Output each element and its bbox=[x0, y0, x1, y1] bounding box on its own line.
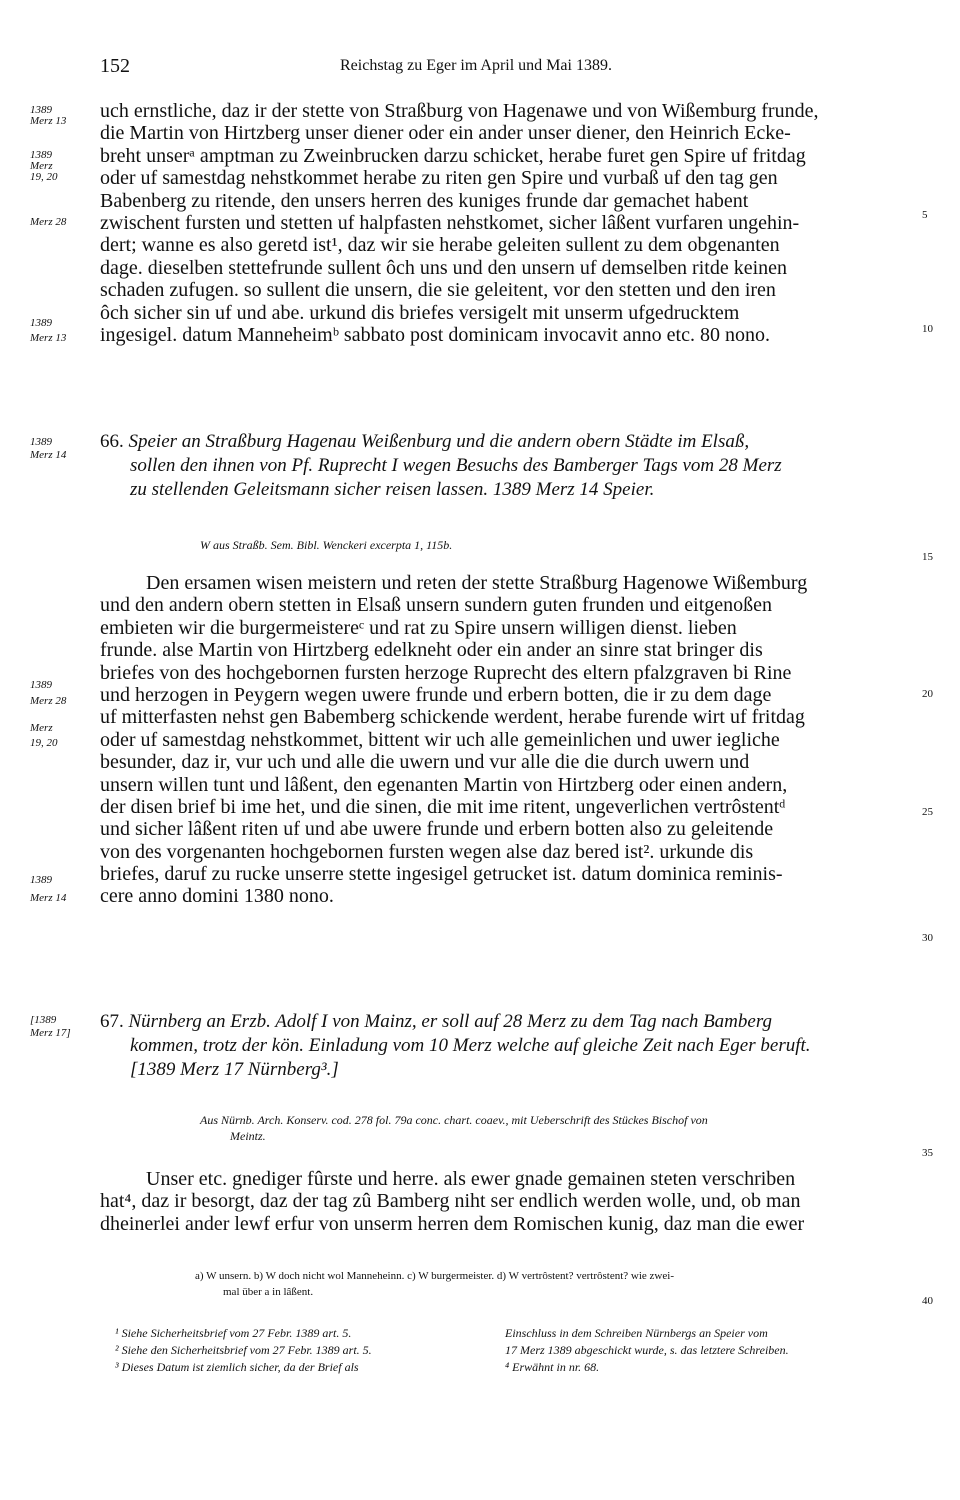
line-number: 30 bbox=[922, 931, 933, 944]
text-line: ingesigel. datum Manneheimᵇ sabbato post dominicam invocavit anno etc. 80 nono. bbox=[100, 323, 770, 346]
document-67-margin-date: [1389 Merz 17] bbox=[30, 1014, 71, 1039]
text-line: briefes, daruf zu rucke unserre stette ingesigel getrucket ist. datum dominica reminis- bbox=[100, 863, 783, 886]
document-67-heading-line: Nürnberg an Erzb. Adolf I von Mainz, er soll auf 28 Merz zu dem Tag nach Bamberg bbox=[128, 1011, 773, 1032]
text-line: frunde. alse Martin von Hirtzberg edelkneht oder ein ander an sinre stat bringer dis bbox=[100, 639, 763, 662]
line-number: 15 bbox=[922, 551, 933, 564]
footnotes-left bbox=[115, 1325, 485, 1376]
line-number: 25 bbox=[922, 806, 933, 819]
text-line: schaden zufugen. so sullent die unsern, die sie geleitent, vor den stetten und den iren bbox=[100, 279, 776, 302]
text-line: Babenberg zu ritende, den unsers herren des kuniges frunde dar gemachet habent bbox=[100, 189, 749, 212]
text-line: dage. dieselben stettefrunde sullent ôch uns und den unsern uf demselben ritde keinen bbox=[100, 256, 788, 279]
document-66-heading bbox=[100, 430, 915, 502]
footnote: ¹ Siehe Sicherheitsbrief vom 27 Febr. 1389 art. 5. bbox=[115, 1326, 352, 1340]
document-66-heading-line: Speier an Straßburg Hagenau Weißenburg und die andern obern Städte im Elsaß, bbox=[128, 431, 750, 452]
document-66-margin-date: 1389 Merz 14 bbox=[30, 436, 67, 461]
text-line: oder uf samestdag nehstkommet, bittent wir uch alle gemeinlichen und uwer iegliche bbox=[100, 728, 780, 751]
text-line: dheinerlei ander lewf erfur von unserm herren dem Romischen kunig, daz man die ewer bbox=[100, 1212, 805, 1235]
margin-date: 1389 bbox=[30, 148, 52, 161]
line-number: 40 bbox=[922, 1294, 933, 1307]
text-line: dert; wanne es also geretd ist¹, daz wir sie herabe geleiten sullent zu dem obgenanten bbox=[100, 234, 780, 257]
text-line: cere anno domini 1380 nono. bbox=[100, 885, 334, 908]
footnote: ³ Dieses Datum ist ziemlich sicher, da der Brief als bbox=[115, 1360, 359, 1374]
text-line: von des vorgenanten hochgebornen fursten wegen alse daz bered ist². urkunde dis bbox=[100, 840, 754, 863]
margin-date: Merz 28 bbox=[30, 216, 67, 228]
margin-date: 1389 bbox=[30, 679, 52, 692]
margin-date: Merz bbox=[30, 160, 53, 172]
line-number: 20 bbox=[922, 687, 933, 700]
text-line: und den andern obern stetten in Elsaß unsern sundern guten frunden und eitgenoßen bbox=[100, 594, 773, 617]
text-line: Den ersamen wisen meistern und reten der stette Straßburg Hagenowe Wißemburg bbox=[146, 572, 808, 594]
footnote: ² Siehe den Sicherheitsbrief vom 27 Febr. 1389 art. 5. bbox=[115, 1343, 372, 1357]
text-line: der disen brief bi ime het, und die sinen, die mit ime ritent, ungeverlichen vertrôstentᵈ bbox=[100, 795, 786, 818]
text-line: unsern willen tunt und lâßent, den egenanten Martin von Hirtzberg oder einen andern, bbox=[100, 773, 788, 796]
margin-date: Merz 13 bbox=[30, 115, 67, 128]
footnotes-right bbox=[505, 1325, 915, 1376]
margin-date: Merz 14 bbox=[30, 891, 67, 904]
document-65-text bbox=[100, 100, 915, 346]
text-line: die Martin von Hirtzberg unser diener oder ein ander unser diener, den Heinrich Ecke- bbox=[100, 122, 791, 145]
text-line: Unser etc. gnediger fûrste und herre. als ewer gnade gemainen steten verschriben bbox=[146, 1168, 796, 1190]
document-66-number: 66. bbox=[100, 431, 124, 452]
footnote-continuation: Einschluss in dem Schreiben Nürnbergs an Speier vom bbox=[505, 1326, 768, 1340]
footnote: ⁴ Erwähnt in nr. 68. bbox=[505, 1360, 600, 1374]
document-67-source: Aus Nürnb. Arch. Konserv. cod. 278 fol. 79a conc. chart. coaev., mit Ueberschrift des Stückes Bischof von Meintz. bbox=[200, 1113, 708, 1143]
document-66-text bbox=[100, 572, 915, 908]
footnote-continuation: 17 Merz 1389 abgeschickt wurde, s. das letztere Schreiben. bbox=[505, 1343, 789, 1357]
document-67-heading-line: [1389 Merz 17 Nürnberg³.] bbox=[130, 1059, 339, 1080]
text-line: und herzogen in Peygern wegen uwere frunde und erbern botten, die ir zu dem dage bbox=[100, 683, 772, 706]
margin-date: 19, 20 bbox=[30, 737, 58, 750]
document-66-heading-line: sollen den ihnen von Pf. Ruprecht I wegen Besuchs des Bamberger Tags vom 28 Merz bbox=[130, 455, 782, 476]
document-67-number: 67. bbox=[100, 1011, 124, 1032]
line-number: 10 bbox=[922, 323, 933, 336]
margin-date: Merz 13 bbox=[30, 332, 67, 345]
text-line: besunder, daz ir, vur uch und alle die uwern und vur alle die die durch uwern und bbox=[100, 751, 750, 774]
document-67-text bbox=[100, 1168, 915, 1235]
text-line: briefes von des hochgebornen fursten herzoge Ruprecht des eltern pfalzgraven bi Rine bbox=[100, 661, 792, 684]
margin-date: 19, 20 bbox=[30, 171, 58, 184]
running-head: Reichstag zu Eger im April und Mai 1389. bbox=[340, 57, 612, 74]
text-line: embieten wir die burgermeistereᶜ und rat zu Spire unsern willigen dienst. lieben bbox=[100, 616, 737, 639]
page-header bbox=[100, 55, 910, 85]
text-line: und sicher lâßent riten uf und abe uwere frunde und erbern botten also zu geleitende bbox=[100, 818, 774, 841]
margin-date: 1389 bbox=[30, 873, 52, 886]
margin-date: Merz 28 bbox=[30, 694, 67, 707]
textual-note-line: mal über a in lâßent. bbox=[223, 1286, 314, 1298]
document-66-source: W aus Straßb. Sem. Bibl. Wenckeri excerpta 1, 115b. bbox=[200, 538, 453, 552]
text-line: zwischent fursten und stetten uf halpfasten nehstkomet, sicher lâßent vurfaren ungehin- bbox=[100, 211, 800, 234]
page-number: 152 bbox=[100, 55, 130, 77]
document-67-heading bbox=[100, 1010, 915, 1082]
text-line: breht unserᵃ amptman zu Zweinbrucken darzu schicket, herabe furet gen Spire uf fritdag bbox=[100, 144, 806, 167]
margin-date: 1389 bbox=[30, 316, 52, 329]
margin-date: 1389 bbox=[30, 104, 52, 116]
document-66-heading-line: zu stellenden Geleitsmann sicher reisen lassen. 1389 Merz 14 Speier. bbox=[130, 479, 655, 500]
margin-date: Merz bbox=[30, 721, 53, 734]
textual-note-line: a) W unsern. b) W doch nicht wol Manneheinn. c) W burgermeister. d) W vertrôstent? vertrôstent? wie zwei- bbox=[195, 1270, 674, 1282]
line-number: 5 bbox=[922, 209, 928, 222]
text-line: uch ernstliche, daz ir der stette von Straßburg von Hagenawe und von Wißemburg frunde, bbox=[100, 100, 819, 122]
textual-notes bbox=[195, 1268, 915, 1300]
text-line: ôch sicher sin uf und abe. urkund dis briefes versigelt mit unserm ufgedrucktem bbox=[100, 301, 740, 324]
line-number: 35 bbox=[922, 1147, 933, 1160]
text-line: oder uf samestdag nehstkommet herabe zu riten gen Spire und vurbaß uf den tag gen bbox=[100, 167, 778, 190]
document-67-heading-line: kommen, trotz der kön. Einladung vom 10 Merz welche auf gleiche Zeit nach Eger beruft. bbox=[130, 1035, 811, 1056]
text-line: hat⁴, daz ir besorgt, daz der tag zû Bamberg niht ser endlich werden wolle, und, ob man bbox=[100, 1190, 801, 1213]
text-line: uf mitterfasten nehst gen Babemberg schickende werdent, herabe furende wirt uf fritdag bbox=[100, 706, 805, 729]
